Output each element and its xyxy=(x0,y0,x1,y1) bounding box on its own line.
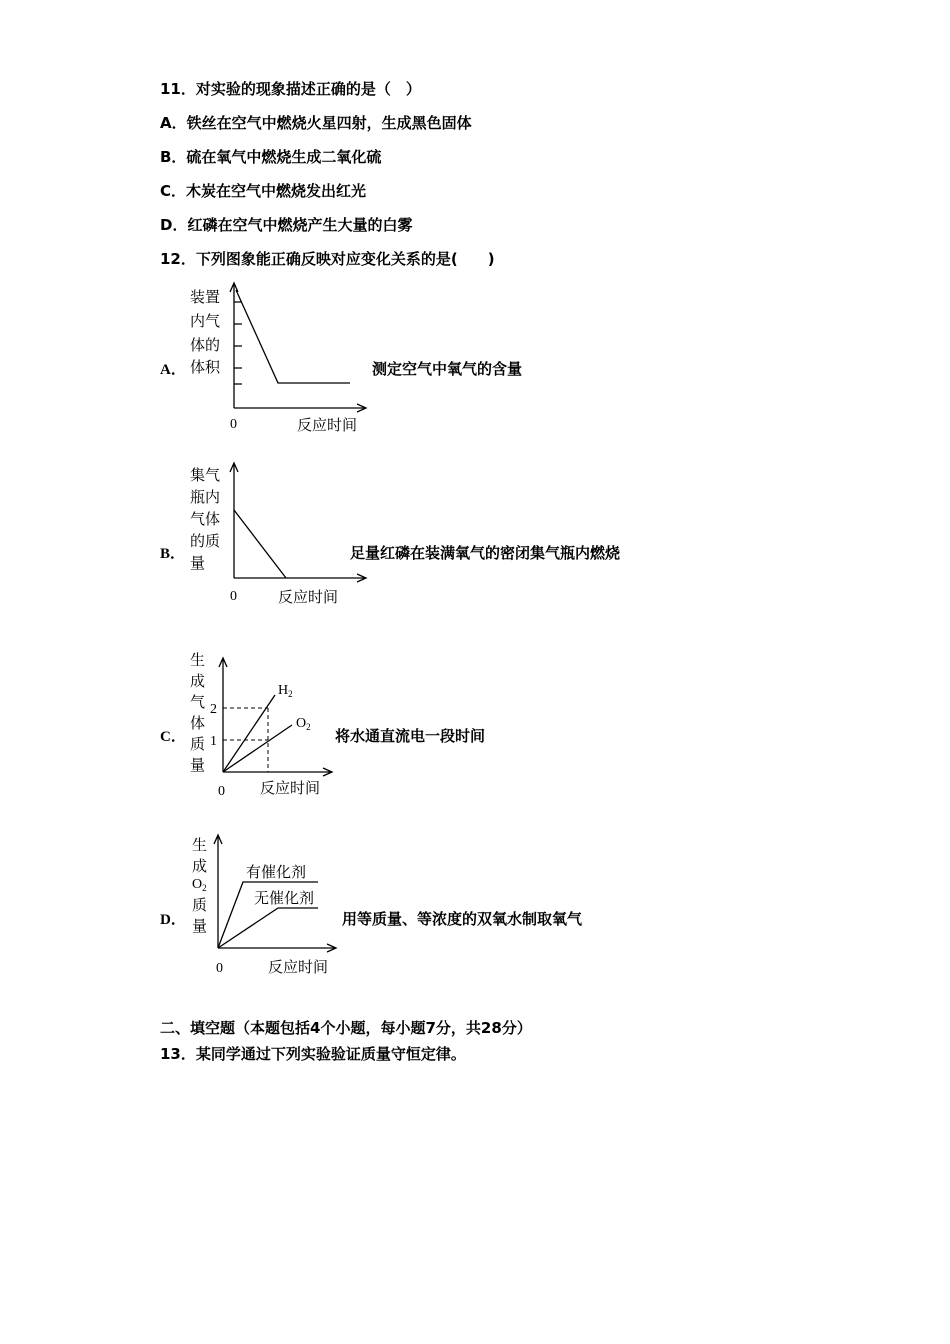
q12-a-origin: 0 xyxy=(230,417,237,432)
q11-stem: 11．对实验的现象描述正确的是（ ） xyxy=(160,80,421,98)
q12-b-origin: 0 xyxy=(230,589,237,604)
q12-b-ylabel-4: 的质 xyxy=(190,532,221,550)
q12-c-o2-label: $O_2$ xyxy=(296,716,311,732)
q12-d-graph xyxy=(180,830,360,980)
q12-a-ticks xyxy=(234,302,242,384)
q12-d-no-catalyst-label: 无催化剂 xyxy=(254,889,315,907)
q12-a-description: 测定空气中氧气的含量 xyxy=(372,360,523,378)
q12-d-ylabel-o2: $O_2$ xyxy=(192,877,207,893)
q12-c-y-axis xyxy=(219,658,227,772)
q12-b-y-axis xyxy=(230,463,238,578)
q12-c-ylabel-2: 成 xyxy=(190,672,206,690)
q12-c-h2-label: $H_2$ xyxy=(278,683,293,699)
q12-a-x-axis xyxy=(234,404,366,412)
q12-a-ylabel-3: 体的 xyxy=(190,336,221,354)
q12-a-graph xyxy=(180,280,380,440)
q12-c-description: 将水通直流电一段时间 xyxy=(335,727,486,745)
q12-b-x-axis xyxy=(234,574,366,582)
q12-a-ylabel-4: 体积 xyxy=(190,358,221,376)
q12-d-ylabel-1: 生 xyxy=(192,836,208,854)
q12-c-tick-2: 2 xyxy=(210,702,217,717)
q11-option-b: B．硫在氧气中燃烧生成二氧化硫 xyxy=(160,148,382,166)
q12-d-xlabel: 反应时间 xyxy=(268,958,329,976)
q12-b-xlabel: 反应时间 xyxy=(278,588,339,606)
q12-c-o2-line xyxy=(223,725,292,772)
q12-b-description: 足量红磷在装满氧气的密闭集气瓶内燃烧 xyxy=(350,544,621,562)
q12-c-ylabel-5: 质 xyxy=(190,735,206,753)
q12-a-xlabel: 反应时间 xyxy=(297,416,358,434)
q12-c-ylabel-6: 量 xyxy=(190,756,206,774)
q12-c-tick-1: 1 xyxy=(210,734,217,749)
q13-stem: 13．某同学通过下列实验验证质量守恒定律。 xyxy=(160,1045,466,1063)
q12-stem: 12．下列图象能正确反映对应变化关系的是( ) xyxy=(160,250,495,268)
q12-c-graph xyxy=(180,645,360,805)
q12-d-description: 用等质量、等浓度的双氧水制取氧气 xyxy=(342,910,583,928)
q12-d-origin: 0 xyxy=(216,961,223,976)
q12-c-ylabel-4: 体 xyxy=(190,714,206,732)
q12-d-ylabel-5: 质 xyxy=(192,896,208,914)
q12-b-letter: B． xyxy=(160,546,186,562)
q12-d-no-catalyst-line xyxy=(218,908,318,948)
q12-c-h2-line xyxy=(223,695,275,772)
q12-c-x-axis xyxy=(223,768,332,776)
q12-b-curve xyxy=(234,510,286,578)
q12-b-ylabel-5: 量 xyxy=(190,554,206,572)
q12-c-letter: C． xyxy=(160,729,186,745)
q12-a-curve xyxy=(236,290,350,383)
q12-b-ylabel-1: 集气 xyxy=(190,466,221,484)
q12-d-x-axis xyxy=(218,944,336,952)
q12-d-y-axis xyxy=(214,835,222,948)
q12-d-letter: D． xyxy=(160,912,186,928)
q12-b-graph xyxy=(180,460,380,610)
section2-heading: 二、填空题（本题包括4个小题，每小题7分，共28分） xyxy=(160,1019,532,1037)
q11-option-a: A．铁丝在空气中燃烧火星四射，生成黑色固体 xyxy=(160,114,472,132)
q12-c-xlabel: 反应时间 xyxy=(260,779,321,797)
q11-option-c: C．木炭在空气中燃烧发出红光 xyxy=(160,182,367,200)
q12-b-ylabel-3: 气体 xyxy=(190,510,221,528)
q12-c-origin: 0 xyxy=(218,784,225,799)
q12-a-ylabel-1: 装置 xyxy=(190,288,221,306)
q12-c-ylabel-1: 生 xyxy=(190,651,206,669)
q11-option-d: D．红磷在空气中燃烧产生大量的白雾 xyxy=(160,216,413,234)
q12-a-letter: A． xyxy=(160,362,186,378)
q12-d-ylabel-2: 成 xyxy=(192,857,208,875)
q12-d-catalyst-label: 有催化剂 xyxy=(246,863,307,881)
q12-d-ylabel-6: 量 xyxy=(192,917,208,935)
q12-a-ylabel-2: 内气 xyxy=(190,312,221,330)
q12-b-ylabel-2: 瓶内 xyxy=(190,488,221,506)
q12-c-ylabel-3: 气 xyxy=(190,693,206,711)
